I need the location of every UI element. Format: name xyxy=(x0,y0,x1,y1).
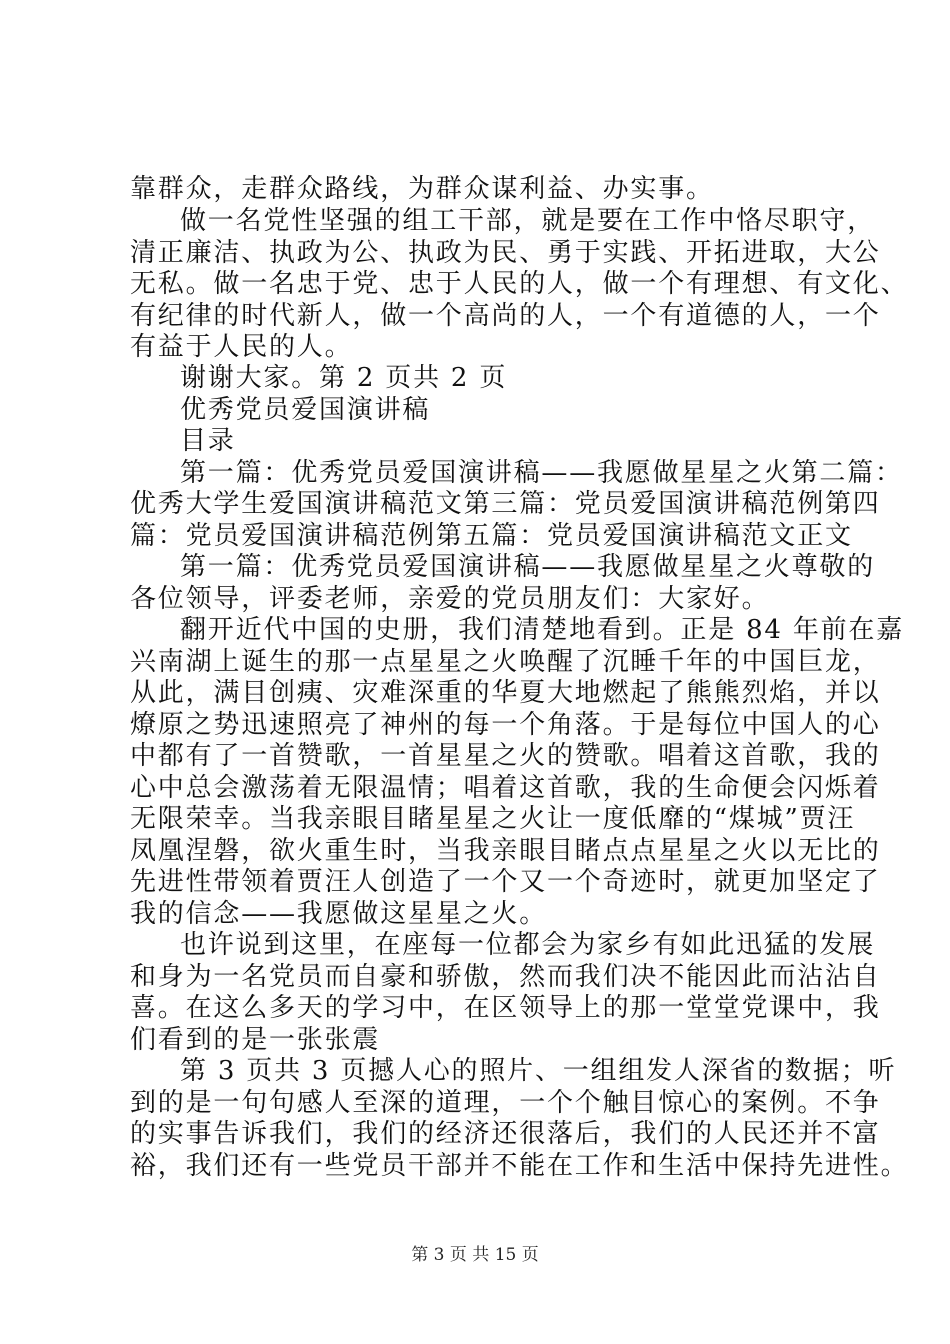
text-line: 先进性带领着贾汪人创造了一个又一个奇迹时，就更加坚定了 xyxy=(130,867,881,897)
text-line: 清正廉洁、执政为公、执政为民、勇于实践、开拓进取，大公 xyxy=(130,238,881,268)
text-line: 凤凰涅磐，欲火重生时，当我亲眼目睹点点星星之火以无比的 xyxy=(130,836,881,866)
text-line: 目录 xyxy=(180,426,236,456)
text-line: 们看到的是一张张震 xyxy=(130,1025,381,1055)
text-line: 第 3 页共 3 页撼人心的照片、一组组发人深省的数据；听 xyxy=(180,1056,897,1086)
text-line: 裕，我们还有一些党员干部并不能在工作和生活中保持先进性。 xyxy=(130,1151,909,1181)
text-line: 心中总会激荡着无限温情；唱着这首歌，我的生命便会闪烁着 xyxy=(130,773,881,803)
text-line: 有益于人民的人。 xyxy=(130,332,353,362)
text-line: 靠群众，走群众路线，为群众谋利益、办实事。 xyxy=(130,174,714,204)
text-line: 到的是一句句感人至深的道理，一个个触目惊心的案例。不争 xyxy=(130,1088,881,1118)
text-line: 无私。做一名忠于党、忠于人民的人，做一个有理想、有文化、 xyxy=(130,269,909,299)
text-line: 我的信念——我愿做这星星之火。 xyxy=(130,899,548,929)
page-footer: 第 3 页 共 15 页 xyxy=(411,1245,539,1265)
text-line: 优秀大学生爱国演讲稿范文第三篇：党员爱国演讲稿范例第四 xyxy=(130,489,881,519)
text-line: 中都有了一首赞歌，一首星星之火的赞歌。唱着这首歌，我的 xyxy=(130,741,881,771)
text-line: 第一篇：优秀党员爱国演讲稿——我愿做星星之火尊敬的 xyxy=(180,552,876,582)
text-line: 优秀党员爱国演讲稿 xyxy=(180,395,431,425)
text-line: 也许说到这里，在座每一位都会为家乡有如此迅猛的发展 xyxy=(180,930,876,960)
text-line: 翻开近代中国的史册，我们清楚地看到。正是 84 年前在嘉 xyxy=(180,615,905,645)
text-line: 兴南湖上诞生的那一点星星之火唤醒了沉睡千年的中国巨龙， xyxy=(130,647,881,677)
text-line: 无限荣幸。当我亲眼目睹星星之火让一度低靡的“煤城”贾汪 xyxy=(130,804,856,834)
text-line: 的实事告诉我们，我们的经济还很落后，我们的人民还并不富 xyxy=(130,1119,881,1149)
text-line: 燎原之势迅速照亮了神州的每一个角落。于是每位中国人的心 xyxy=(130,710,881,740)
text-line: 第一篇：优秀党员爱国演讲稿——我愿做星星之火第二篇： xyxy=(180,458,903,488)
text-line: 篇：党员爱国演讲稿范例第五篇：党员爱国演讲稿范文正文 xyxy=(130,521,853,551)
text-line: 谢谢大家。第 2 页共 2 页 xyxy=(180,363,508,393)
text-line: 各位领导，评委老师，亲爱的党员朋友们：大家好。 xyxy=(130,584,770,614)
text-line: 喜。在这么多天的学习中，在区领导上的那一堂堂党课中，我 xyxy=(130,993,881,1023)
text-line: 做一名党性坚强的组工干部，就是要在工作中恪尽职守， xyxy=(180,206,876,236)
text-line: 有纪律的时代新人，做一个高尚的人，一个有道德的人，一个 xyxy=(130,301,881,331)
text-line: 和身为一名党员而自豪和骄傲，然而我们决不能因此而沾沾自 xyxy=(130,962,881,992)
text-line: 从此，满目创痍、灾难深重的华夏大地燃起了熊熊烈焰，并以 xyxy=(130,678,881,708)
